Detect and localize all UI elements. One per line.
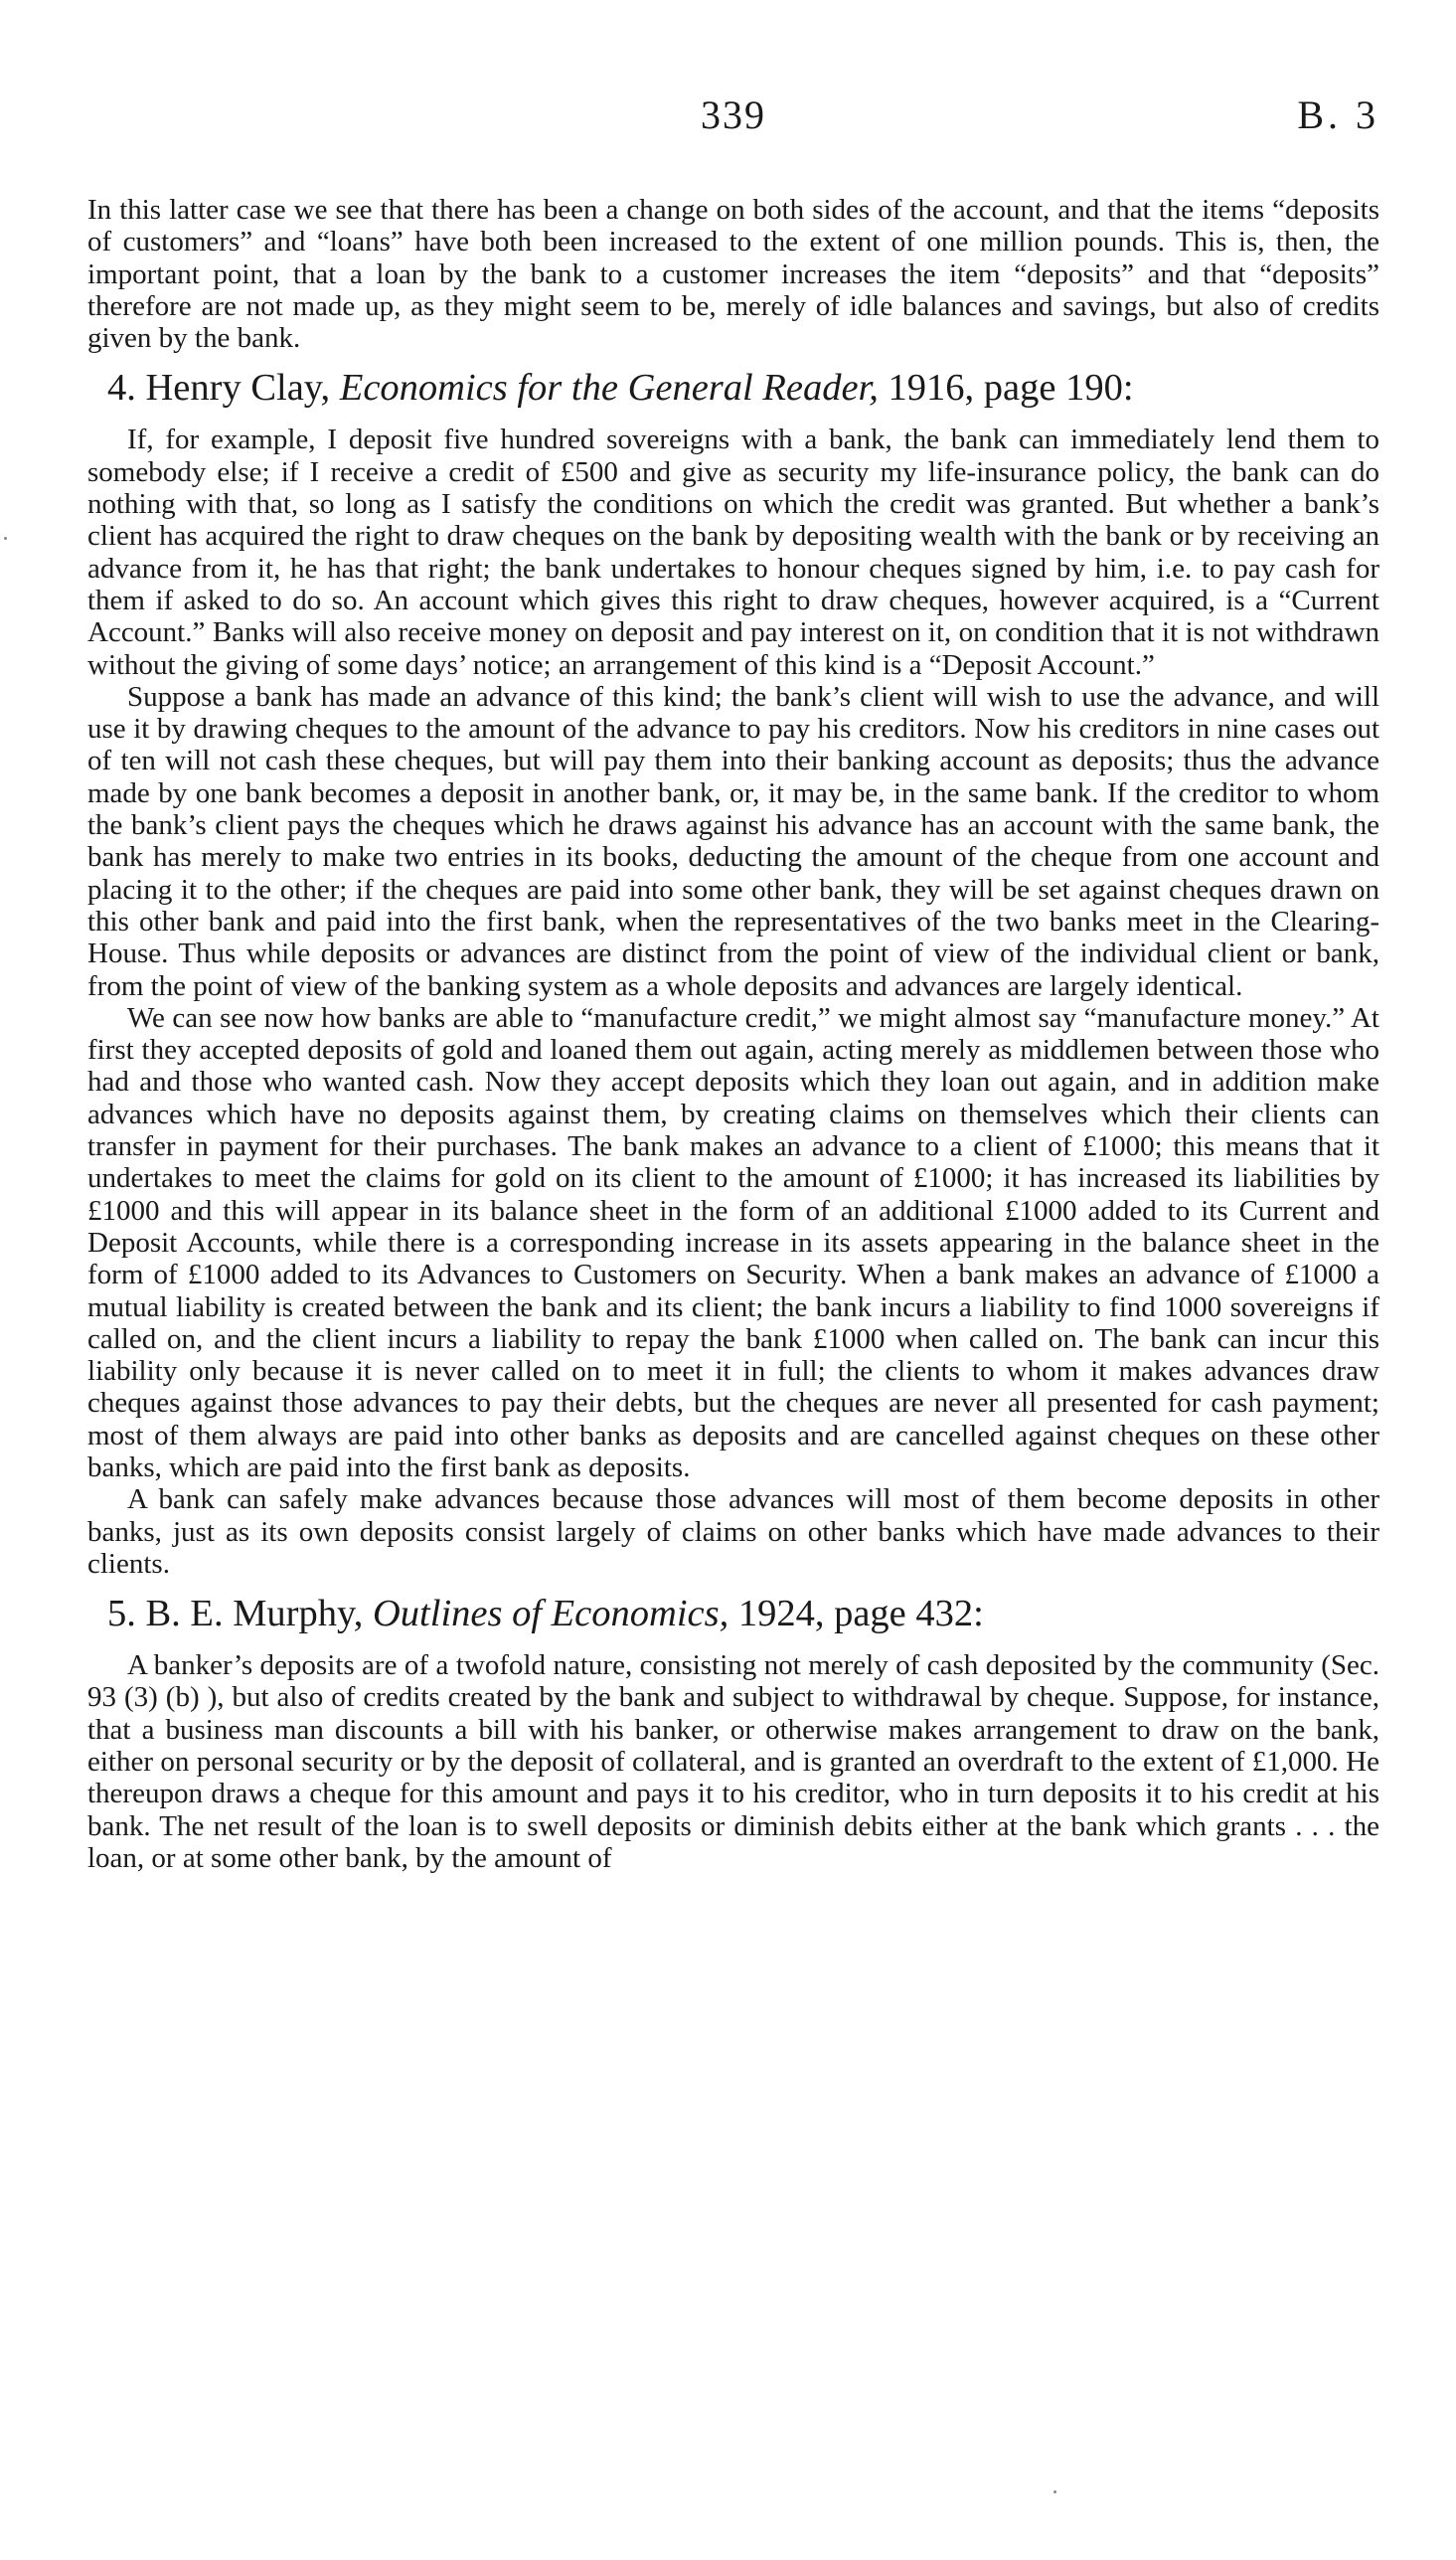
murphy-paragraph-1: A banker’s deposits are of a twofold nature, consisting not merely of cash deposited by the community (Sec. 93 (3) (b) ), but also of credits created by the bank and subject to withdrawal by cheque. Suppose, for instance, that a business man discounts a bill with his banker, or otherwise makes arrangement to draw on the bank, either on personal security or by the deposit of collateral, and is granted an overdraft to the extent of £1,000. He thereupon draws a cheque for this amount and pays it to his creditor, who in turn deposits it to his credit at his bank. The net result of the loan is to swell deposits or diminish debits either at the bank which grants . . . the loan, or at some other bank, by the amount of bbox=[87, 1649, 1379, 1874]
page-body bbox=[87, 194, 1379, 1874]
page-header bbox=[87, 91, 1379, 151]
scan-speck bbox=[4, 537, 7, 540]
citation-author: 4. Henry Clay, bbox=[107, 367, 340, 410]
citation-heading-clay bbox=[107, 366, 1379, 410]
scan-speck bbox=[1053, 2490, 1056, 2493]
citation-details: 1916, page 190: bbox=[878, 367, 1134, 410]
clay-paragraph-4: A bank can safely make advances because those advances will most of them become deposits in other banks, just as its own deposits consist largely of claims on other banks which have made advances to their clients. bbox=[87, 1483, 1379, 1580]
clay-paragraph-3: We can see now how banks are able to “manufacture credit,” we might almost say “manufacture money.” At first they accepted deposits of gold and loaned them out again, acting merely as middlemen between those who had and those who wanted cash. Now they accept deposits which they loan out again, and in addition make advances which have no deposits against them, by creating claims on themselves which their clients can transfer in payment for their purchases. The bank makes an advance to a client of £1000; this means that it undertakes to meet the claims for gold on its client to the amount of £1000; it has increased its liabilities by £1000 and this will appear in its balance sheet in the form of an additional £1000 added to its Current and Deposit Accounts, while there is a corresponding increase in its assets appearing in the balance sheet in the form of £1000 added to its Advances to Customers on Security. When a bank makes an advance of £1000 a mutual liability is created between the bank and its client; the bank incurs a liability to find 1000 sovereigns if called on, and the client incurs a liability to repay the bank £1000 when called on. The bank can incur this liability only because it is never called on to meet it in full; the clients to whom it makes advances draw cheques against those advances to pay their debts, but the cheques are never all presented for cash payment; most of them always are paid into other banks as deposits and are cancelled against cheques on these other banks, which are paid into the first bank as deposits. bbox=[87, 1001, 1379, 1483]
citation-book-title: Economics for the General Reader, bbox=[339, 367, 879, 410]
page-number: 339 bbox=[701, 92, 766, 137]
intro-paragraph: In this latter case we see that there has been a change on both sides of the account, and that the items “deposits of customers” and “loans” have both been increased to the extent of one million pounds. This is, then, the important point, that a loan by the bank to a customer increases the item “deposits” and that “deposits” therefore are not made up, as they might seem to be, merely of idle balances and savings, but also of credits given by the bank. bbox=[87, 194, 1379, 355]
citation-heading-murphy bbox=[107, 1592, 1379, 1635]
section-reference: B. 3 bbox=[1297, 92, 1379, 137]
clay-paragraph-2: Suppose a bank has made an advance of this kind; the bank’s client will wish to use the advance, and will use it by drawing cheques to the amount of the advance to pay his creditors. Now his creditors in nine cases out of ten will not cash these cheques, but will pay them into their banking account as deposits; thus the advance made by one bank becomes a deposit in another bank, or, it may be, in the same bank. If the creditor to whom the bank’s client pays the cheques which he draws against his advance has an account with the same bank, the bank has merely to make two entries in its books, deducting the amount of the cheque from one account and placing it to the other; if the cheques are paid into some other bank, they will be set against cheques drawn on this other bank and paid into the first bank, when the representatives of the two banks meet in the Clearing-House. Thus while deposits or advances are distinct from the point of view of the individual client or bank, from the point of view of the banking system as a whole deposits and advances are largely identical. bbox=[87, 680, 1379, 1002]
citation-details: 1924, page 432: bbox=[728, 1593, 984, 1635]
clay-paragraph-1: If, for example, I deposit five hundred sovereigns with a bank, the bank can immediately lend them to somebody else; if I receive a credit of £500 and give as security my life-insurance policy, the bank can do nothing with that, so long as I satisfy the conditions on which the credit was granted. But whether a bank’s client has acquired the right to draw cheques on the bank by depositing wealth with the bank or by receiving an advance from it, he has that right; the bank undertakes to honour cheques signed by him, i.e. to pay cash for them if asked to do so. An account which gives this right to draw cheques, however acquired, is a “Current Account.” Banks will also receive money on deposit and pay interest on it, on condition that it is not withdrawn without the giving of some days’ notice; an arrangement of this kind is a “Deposit Account.” bbox=[87, 424, 1379, 681]
citation-author: 5. B. E. Murphy, bbox=[107, 1593, 373, 1635]
citation-book-title: Outlines of Economics, bbox=[373, 1593, 729, 1635]
